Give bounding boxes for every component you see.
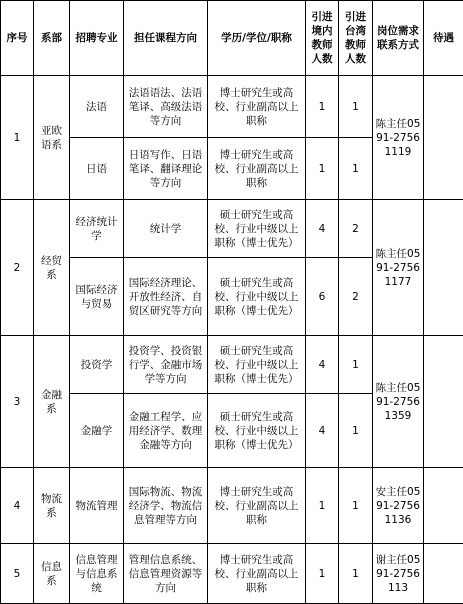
cell-domestic: 4 [306,336,339,394]
cell-contact: 安主任0591-27561136 [373,468,424,544]
cell-taiwan: 1 [339,336,373,394]
header-contact: 岗位需求联系方式 [373,1,424,76]
header-taiwan: 引进台湾教师人数 [339,1,373,76]
cell-no: 4 [1,468,34,544]
cell-no: 1 [1,76,34,200]
cell-course: 法语语法、法语笔译、高级法语等方向 [124,76,208,138]
cell-dept: 亚欧语系 [34,76,70,200]
cell-major: 日语 [70,138,124,200]
cell-dept: 金融系 [34,336,70,468]
header-dept: 系部 [34,1,70,76]
cell-taiwan: 1 [339,138,373,200]
cell-contact: 陈主任0591-27561119 [373,76,424,200]
cell-no: 5 [1,544,34,604]
cell-edu: 硕士研究生或高校、行业中级以上职称（博士优先） [208,394,306,468]
cell-contact: 陈主任0591-27561177 [373,200,424,336]
cell-no: 2 [1,200,34,336]
cell-domestic: 4 [306,394,339,468]
cell-edu: 博士研究生或高校、行业副高以上职称 [208,138,306,200]
cell-taiwan: 1 [339,76,373,138]
cell-no: 3 [1,336,34,468]
cell-treatment [424,76,463,200]
cell-course: 投资学、投资银行学、金融市场学等方向 [124,336,208,394]
header-major: 招聘专业 [70,1,124,76]
header-course: 担任课程方向 [124,1,208,76]
cell-domestic: 1 [306,468,339,544]
cell-edu: 硕士研究生或高校、行业中级以上职称（博士优先） [208,336,306,394]
cell-domestic: 6 [306,258,339,336]
cell-dept: 经贸系 [34,200,70,336]
cell-edu: 博士研究生或高校、行业副高以上职称 [208,544,306,604]
cell-course: 日语写作、日语笔译、翻译理论等方向 [124,138,208,200]
cell-domestic: 4 [306,200,339,258]
header-treatment: 待遇 [424,1,463,76]
cell-treatment [424,200,463,336]
cell-major: 物流管理 [70,468,124,544]
cell-major: 金融学 [70,394,124,468]
cell-treatment [424,468,463,544]
cell-major: 国际经济与贸易 [70,258,124,336]
cell-domestic: 1 [306,544,339,604]
cell-edu: 博士研究生或高校、行业副高以上职称 [208,76,306,138]
cell-taiwan: 2 [339,200,373,258]
cell-course: 金融工程学、应用经济学、数理金融等方向 [124,394,208,468]
header-edu: 学历/学位/职称 [208,1,306,76]
table-row [1,468,463,544]
table-row [1,200,463,258]
cell-course: 国际物流、物流经济学、物流信息管理等方向 [124,468,208,544]
cell-major: 法语 [70,76,124,138]
cell-edu: 硕士研究生或高校、行业中级以上职称（博士优先） [208,258,306,336]
cell-taiwan: 2 [339,258,373,336]
cell-dept: 物流系 [34,468,70,544]
cell-taiwan: 1 [339,394,373,468]
cell-treatment [424,544,463,604]
cell-course: 国际经济理论、开放性经济、自贸区研究等方向 [124,258,208,336]
header-domestic: 引进境内教师人数 [306,1,339,76]
cell-taiwan: 1 [339,468,373,544]
cell-course: 统计学 [124,200,208,258]
cell-edu: 博士研究生或高校、行业副高以上职称 [208,468,306,544]
cell-major: 信息管理与信息系统 [70,544,124,604]
cell-major: 投资学 [70,336,124,394]
cell-taiwan: 1 [339,544,373,604]
table-row [1,336,463,394]
cell-treatment [424,336,463,468]
table-row [1,76,463,138]
cell-dept: 信息系 [34,544,70,604]
cell-major: 经济统计学 [70,200,124,258]
header-no: 序号 [1,1,34,76]
cell-edu: 硕士研究生或高校、行业中级以上职称（博士优先） [208,200,306,258]
cell-contact: 陈主任0591-27561359 [373,336,424,468]
header-row [1,1,463,76]
cell-domestic: 1 [306,76,339,138]
table-row [1,544,463,604]
cell-domestic: 1 [306,138,339,200]
cell-contact: 谢主任0591-2756113 [373,544,424,604]
cell-course: 管理信息系统、信息管理资源等方向 [124,544,208,604]
